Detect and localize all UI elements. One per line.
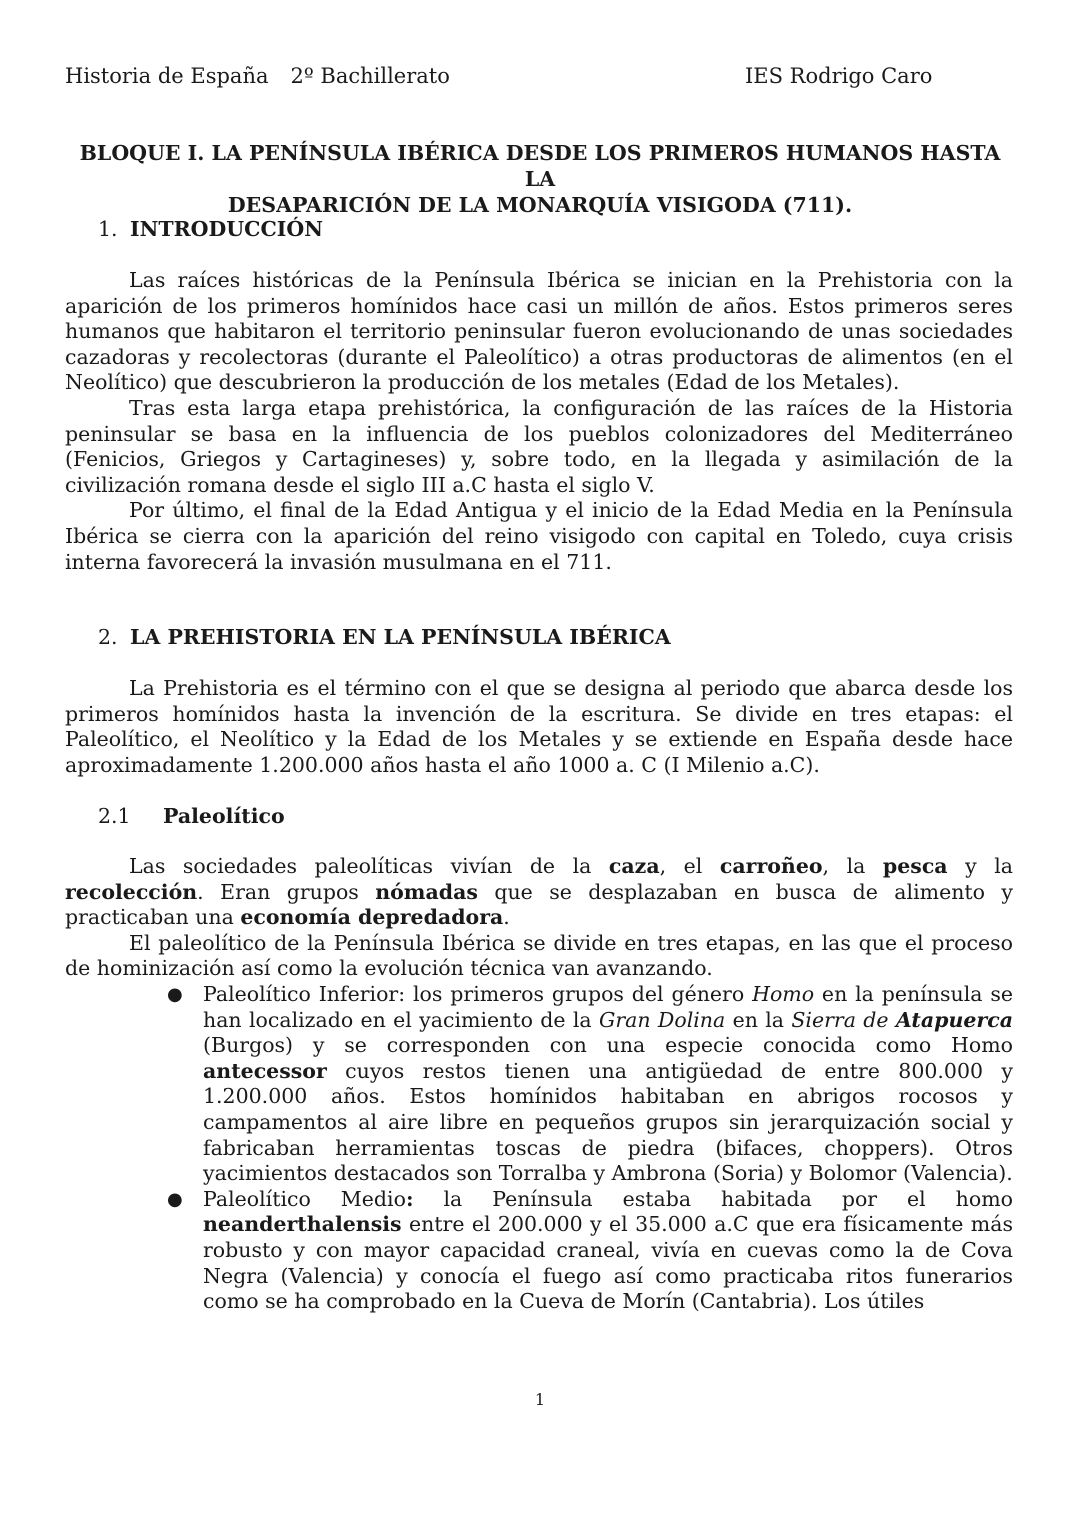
text-run: Paleolítico Medio [203, 1186, 406, 1211]
section-2-1-title: Paleolítico [163, 804, 285, 828]
text-run: . Eran grupos [197, 879, 376, 904]
term-pesca: pesca [882, 854, 948, 878]
text-run: Las sociedades paleolíticas vivían de la [129, 854, 609, 878]
text-run: , el [659, 854, 720, 878]
term-antecessor: antecessor [203, 1058, 327, 1083]
header-course: 2º Bachillerato [290, 64, 450, 88]
title-line-1: BLOQUE I. LA PENÍNSULA IBÉRICA DESDE LOS PRIMEROS HUMANOS HASTA LA [79, 141, 1001, 191]
prehistory-paragraph: La Prehistoria es el término con el que se designa al periodo que abarca desde los primeros homínidos hasta la invención de la escritura. Se divide en tres etapas: el Paleolítico, el Neolítico y la Edad de los Metales y se extiende en España desde hace aproximadamente 1.200.000 años hasta el año 1000 a. C (I Milenio a.C). [65, 676, 1013, 777]
bullet-icon: ● [167, 984, 183, 1005]
header-left [65, 64, 450, 88]
text-run: (Burgos) y se corresponden con una especie conocida como Homo [203, 1033, 1013, 1058]
term-gran-dolina: Gran Dolina [598, 1007, 726, 1032]
text-run: cuyos restos tienen una antigüedad de entre 800.000 y 1.200.000 años. Estos homínidos habitaban en abrigos rocosos y campamentos al aire libre en pequeños grupos sin jerarquización social y fabricaban herramientas toscas de piedra (bifaces, choppers). Otros yacimientos destacados son Torralba y Ambrona (Soria) y Bolomor (Valencia). [203, 1058, 1013, 1186]
list-item-paleolitico-medio [165, 1187, 1013, 1315]
text-run: entre el 200.000 y el 35.000 a.C que era físicamente más robusto y con mayor capacidad craneal, vivía en cuevas como la de Cova Negra (Valencia) y conocía el fuego así como practicaba ritos funerarios como se ha comprobado en la Cueva de Morín (Cantabria). Los útiles [203, 1212, 1013, 1314]
intro-paragraph-2: Tras esta larga etapa prehistórica, la configuración de las raíces de la Historia peninsular se basa en la influencia de los pueblos colonizadores del Mediterráneo (Fenicios, Griegos y Cartagineses) y, sobre todo, en la llegada y asimilación de la civilización romana desde el siglo III a.C hasta el siglo V. [65, 395, 1013, 497]
page-number: 1 [534, 1390, 546, 1409]
term-carroneo: carroñeo [719, 854, 823, 878]
header-school: IES Rodrigo Caro [745, 64, 933, 88]
section-1-body [65, 268, 1013, 575]
text-run: que se desplazaban en busca de alimento y practicaban una [65, 879, 1013, 930]
text-run: . [503, 905, 510, 930]
paleolithic-paragraph-1 [65, 854, 1013, 931]
text-run: la Península estaba habitada por el homo [413, 1186, 1014, 1211]
header-subject: Historia de España [65, 64, 269, 88]
paleolithic-paragraph-2: El paleolítico de la Península Ibérica se divide en tres etapas, en las que el proceso de hominización así como la evolución técnica van avanzando. [65, 930, 1013, 981]
section-2-1-number: 2.1 [98, 804, 131, 828]
section-2-title: LA PREHISTORIA EN LA PENÍNSULA IBÉRICA [130, 625, 671, 649]
list-item-paleolitico-inferior [165, 982, 1013, 1187]
term-neanderthalensis: neanderthalensis [203, 1212, 402, 1237]
intro-paragraph-3: Por último, el final de la Edad Antigua y el inicio de la Edad Media en la Península Ibérica se cierra con la aparición del reino visigodo con capital en Toledo, cuya crisis interna favorecerá la invasión musulmana en el 711. [65, 498, 1013, 574]
section-1-number: 1. [98, 217, 118, 241]
section-2-number: 2. [98, 625, 118, 649]
section-2-1-body [65, 854, 1013, 982]
section-1-title: INTRODUCCIÓN [130, 217, 323, 241]
text-run: en la [725, 1007, 792, 1032]
section-2-heading [98, 624, 671, 650]
term-sierra-de: Sierra de [791, 1007, 896, 1032]
title-line-2: DESAPARICIÓN DE LA MONARQUÍA VISIGODA (711). [227, 193, 853, 217]
paleolithic-stages-list [165, 982, 1013, 1315]
term-nomadas: nómadas [375, 879, 478, 904]
bullet-icon: ● [167, 1188, 183, 1210]
intro-paragraph-1: Las raíces históricas de la Península Ibérica se inician en la Prehistoria con la aparición de los primeros homínidos hace casi un millón de años. Estos primeros seres humanos que habitaron el territorio peninsular fueron evolucionando de unas sociedades cazadoras y recolectoras (durante el Paleolítico) a otras productoras de alimentos (en el Neolítico) que descubrieron la producción de los metales (Edad de los Metales). [65, 268, 1013, 395]
term-recoleccion: recolección [65, 879, 198, 904]
term-caza: caza [608, 854, 660, 878]
text-run: y la [947, 854, 1014, 878]
term-economia-depredadora: economía depredadora [240, 905, 504, 930]
text-run: en la península se han localizado en el yacimiento de la [203, 982, 1013, 1032]
section-2-1-heading [98, 803, 285, 829]
text-run: , la [822, 854, 883, 878]
section-2-body [65, 676, 1013, 778]
text-run: Paleolítico Inferior: los primeros grupos del género [203, 982, 753, 1006]
term-atapuerca: Atapuerca [895, 1007, 1013, 1032]
section-1-heading [98, 216, 323, 242]
document-title [65, 140, 1015, 218]
term-homo: Homo [752, 982, 815, 1006]
bold-colon: : [405, 1186, 414, 1211]
